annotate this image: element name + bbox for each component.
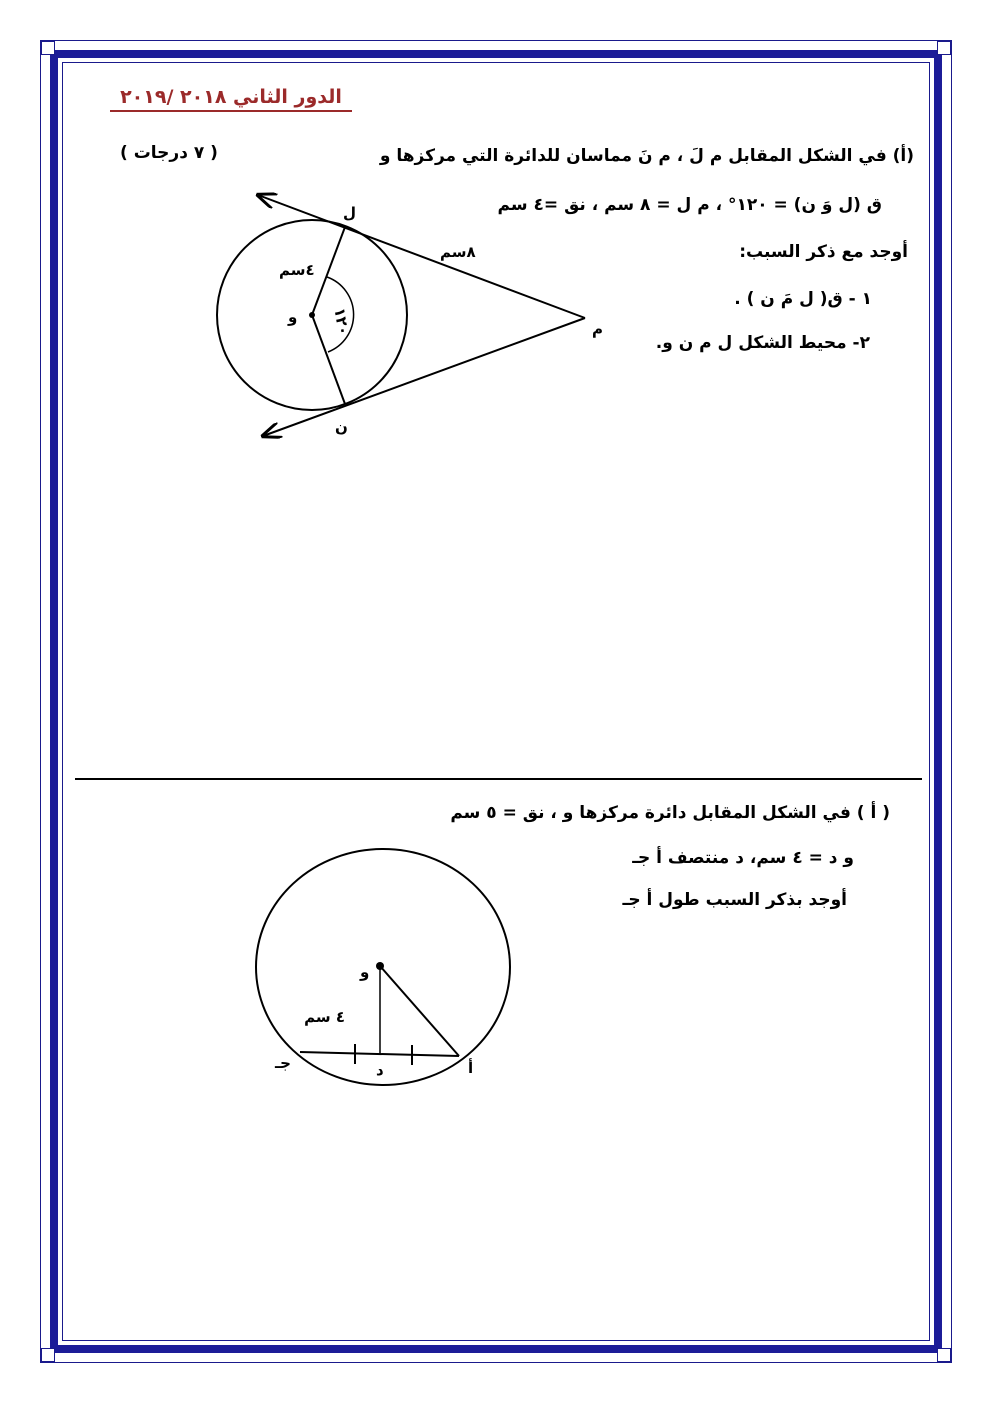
q1-marks: ( ٧ درجات ) — [120, 143, 218, 163]
q1-item1: ١ - ق( ل مَ ن ) . — [734, 289, 872, 309]
q1-line3: أوجد مع ذكر السبب: — [739, 242, 908, 262]
label-D: د — [376, 1061, 384, 1079]
center-point-2 — [376, 962, 384, 970]
radius-OA — [380, 966, 459, 1056]
label-N: ن — [335, 418, 348, 436]
q2-line1: ( أ ) في الشكل المقابل دائرة مركزها و ، نق = ٥ سم — [450, 803, 890, 823]
q2-line3: أوجد بذكر السبب طول أ جـ — [622, 890, 847, 910]
q1-item2: ٢- محيط الشكل ل م ن و. — [655, 333, 870, 353]
label-O2: و — [360, 963, 370, 981]
label-O: و — [288, 308, 298, 326]
label-A: أ — [468, 1059, 474, 1077]
label-tangent-length: ٨سم — [440, 243, 476, 261]
q2-line2: و د = ٤ سم، د منتصف أ جـ — [632, 848, 854, 868]
page-title: الدور الثاني ٢٠١٨ /٢٠١٩ — [110, 86, 352, 112]
label-OD: ٤ سم — [304, 1008, 345, 1026]
label-angle: ١٢٠ — [330, 306, 353, 337]
q1-line1: (أ) في الشكل المقابل م لَ ، م نَ مماسان للدائرة التي مركزها و — [379, 146, 914, 166]
label-radius: ٤سم — [279, 261, 315, 279]
label-M: م — [592, 320, 603, 338]
q1-line2: ق (ل وَ ن) = ١٢٠° ، م ل = ٨ سم ، نق =٤ سم — [497, 195, 882, 215]
label-L: ل — [343, 204, 357, 222]
label-C: جـ — [275, 1054, 291, 1072]
